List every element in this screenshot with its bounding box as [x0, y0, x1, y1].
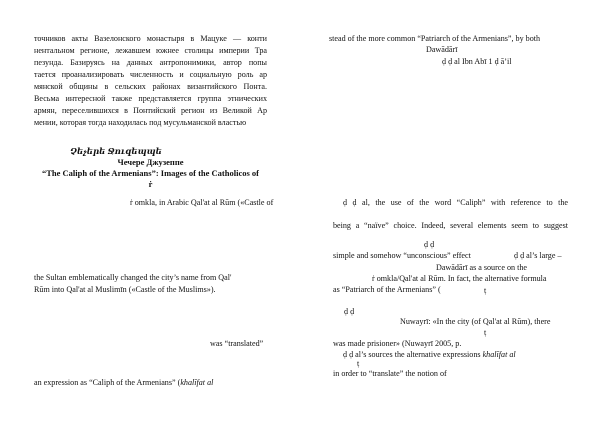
abstract-line: точников акты Вазелонского монастыря в Мацуке — конти: [34, 34, 267, 43]
abstract-line: Весьма интересной также представляется группа этнических: [34, 94, 267, 103]
abstract-line: пезунда. Базируясь на данных антропонимики, автор попы: [34, 58, 267, 67]
abstract-line: тается проанализировать численность и социальную роль ар: [34, 70, 267, 79]
body-line: in order to “translate” the notion of: [333, 369, 447, 378]
body-line: stead of the more common “Patriarch of the Armenians”, by both: [329, 34, 541, 43]
body-line: the Sultan emblematically changed the city’s name from Qal': [34, 273, 232, 282]
body-line: ṭ: [484, 328, 487, 337]
body-line: ḍ ḍ al Ibn Abī 1 ḍ ā’il: [442, 57, 512, 66]
body-italic: khalīfat al: [180, 378, 214, 387]
body-line: was made prisioner» (Nuwayrī 2005, p.: [333, 339, 462, 348]
body-line: ṭ: [484, 286, 487, 295]
body-line: Dawādārī: [426, 45, 458, 54]
body-line: ṭ: [357, 359, 360, 368]
body-line: Rūm into Qal'at al Muslimīn («Castle of the Muslims»).: [34, 285, 216, 294]
body-text: an expression as “Caliph of the Armenians” (: [34, 378, 181, 387]
body-line: ḍ ḍ: [344, 307, 355, 316]
abstract-line: армян, переселившихся в Понтийский регион из Великой Ар: [34, 106, 267, 115]
abstract-line: нентальном регионе, лежавшем южнее столицы империи Тра: [34, 46, 267, 55]
title-glyph: ṙ: [148, 179, 153, 189]
body-line: [343, 350, 516, 360]
abstract-line: мянской общины в сельских районах византийского Понта.: [34, 82, 267, 91]
abstract-line: мении, которая тогда находилась под мусульманской властью: [34, 118, 247, 127]
body-line: ṙ omkla/Qal'at al Rūm. In fact, the alternative formula: [372, 274, 547, 283]
article-title: “The Caliph of the Armenians”: Images of the Catholicos of: [42, 168, 259, 178]
body-line: being a “naïve” choice. Indeed, several elements seem to suggest: [333, 221, 568, 230]
body-line: Dawādārī as a source on the: [436, 263, 528, 272]
body-line: [34, 378, 213, 388]
body-italic: khalīfat al: [482, 350, 516, 359]
body-line: was “translated”: [210, 339, 264, 348]
author-name-armenian: Չեչերե Ջուզեպպե: [70, 146, 162, 156]
body-line: simple and somehow “unconscious” effect: [333, 251, 471, 260]
body-line: ḍ ḍ: [424, 240, 435, 249]
body-line: as “Patriarch of the Armenians” (: [333, 285, 441, 294]
body-line: Nuwayrī: «In the city (of Qal'at al Rūm), there: [400, 317, 551, 326]
body-line: ṙ omkla, in Arabic Qal'at al Rūm («Castle of: [130, 198, 274, 207]
body-line: ḍ ḍ al’s large –: [514, 251, 562, 260]
body-text: ḍ ḍ al’s sources the alternative expressions: [343, 350, 481, 359]
body-line: ḍ ḍ al, the use of the word “Caliph” with reference to the: [343, 198, 568, 207]
author-name: Чечере Джузеппе: [117, 157, 184, 167]
